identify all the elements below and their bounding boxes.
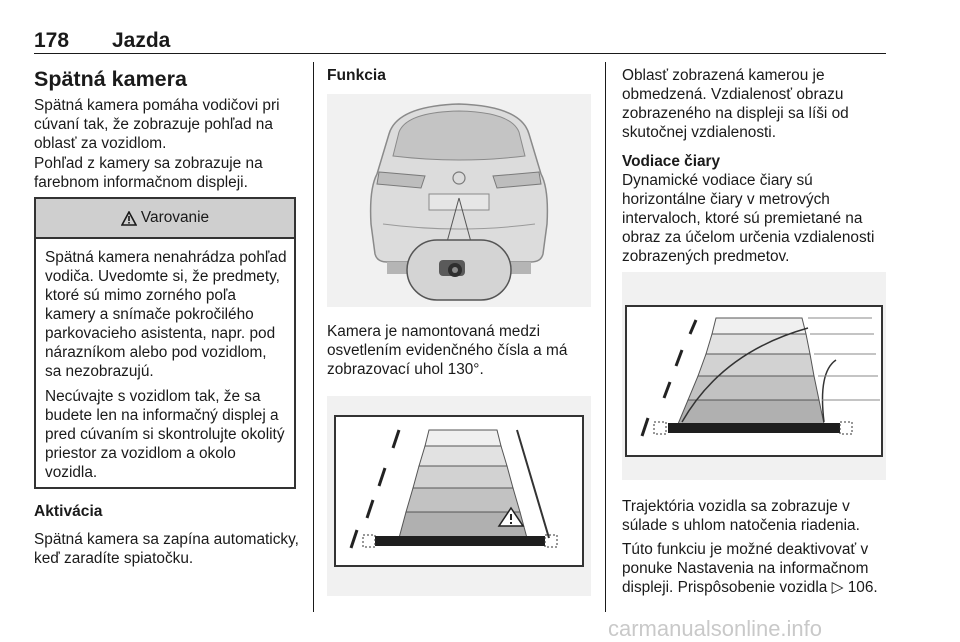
warning-title: Varovanie [140,209,210,226]
car-rear-drawing [327,94,591,307]
intro-paragraph-2: Pohľad z kamery sa zobrazuje na farebnom informačnom displeji. [34,155,263,191]
page-number: 178 [34,29,70,52]
display-distance-paragraph: Oblasť zobrazená kamerou je obmedzená. Vzdialenosť obrazu zobrazeného na displeji sa líši od skutočnej vzdialenosti. [622,67,849,141]
rear-camera-illustration [327,94,591,307]
column-divider-2 [605,62,606,612]
column-divider-1 [313,62,314,612]
page-reference-link[interactable]: 106. [847,579,878,596]
deactivate-paragraph [622,540,890,597]
warning-header [36,199,294,239]
dynamic-guide-lines-drawing [622,272,886,480]
display-illustration-static [327,396,591,596]
section-title: Jazda [112,29,171,52]
function-heading: Funkcia [327,67,386,84]
intro-paragraph-1: Spätná kamera pomáha vodičovi pri cúvaní tak, že zobrazuje pohľad na oblasť za vozidlom. [34,97,280,152]
warning-body [36,239,294,482]
warning-paragraph-1: Spätná kamera nenahrádza pohľad vodiča. Uvedomte si, že predmety, ktoré sú mimo zorného poľa kamery a snímače pokročilého parkovacieho asistenta, napr. pod nárazníkom alebo pod vozidlom, sa nezobrazujú. [45,249,287,380]
activation-heading: Aktivácia [34,503,103,520]
warning-paragraph-2: Necúvajte s vozidlom tak, že sa budete len na informačný displej a pred cúvaním si skontrolujte okolitý priestor za vozidlom a okolo vozidla. [45,388,285,481]
watermark: carmanualsonline.info [608,616,823,641]
warning-box [34,197,296,489]
camera-caption: Kamera je namontovaná medzi osvetlením evidenčného čísla a má zobrazovací uhol 130°. [327,323,568,378]
static-guide-lines-drawing [327,396,591,596]
display-illustration-dynamic [622,272,886,480]
deactivate-text: Túto funkciu je možné deaktivovať v ponuke Nastavenia na informačnom displeji. Prispôsobenie vozidla [622,541,869,596]
activation-paragraph: Spätná kamera sa zapína automaticky, keď zaradíte spiatočku. [34,531,299,567]
header-rule [34,53,886,54]
trajectory-paragraph: Trajektória vozidla sa zobrazuje v súlade s uhlom natočenia riadenia. [622,498,860,534]
page-ref-arrow-icon[interactable]: ▷ [831,579,844,596]
page-title: Spätná kamera [34,67,187,91]
guide-lines-paragraph: Dynamické vodiace čiary sú horizontálne čiary v metrových intervaloch, ktoré sú premietané na obraz za účelom určenia vzdialenosti zobrazených predmetov. [622,172,875,265]
warning-triangle-icon [121,211,137,226]
guide-lines-heading: Vodiace čiary [622,153,721,170]
